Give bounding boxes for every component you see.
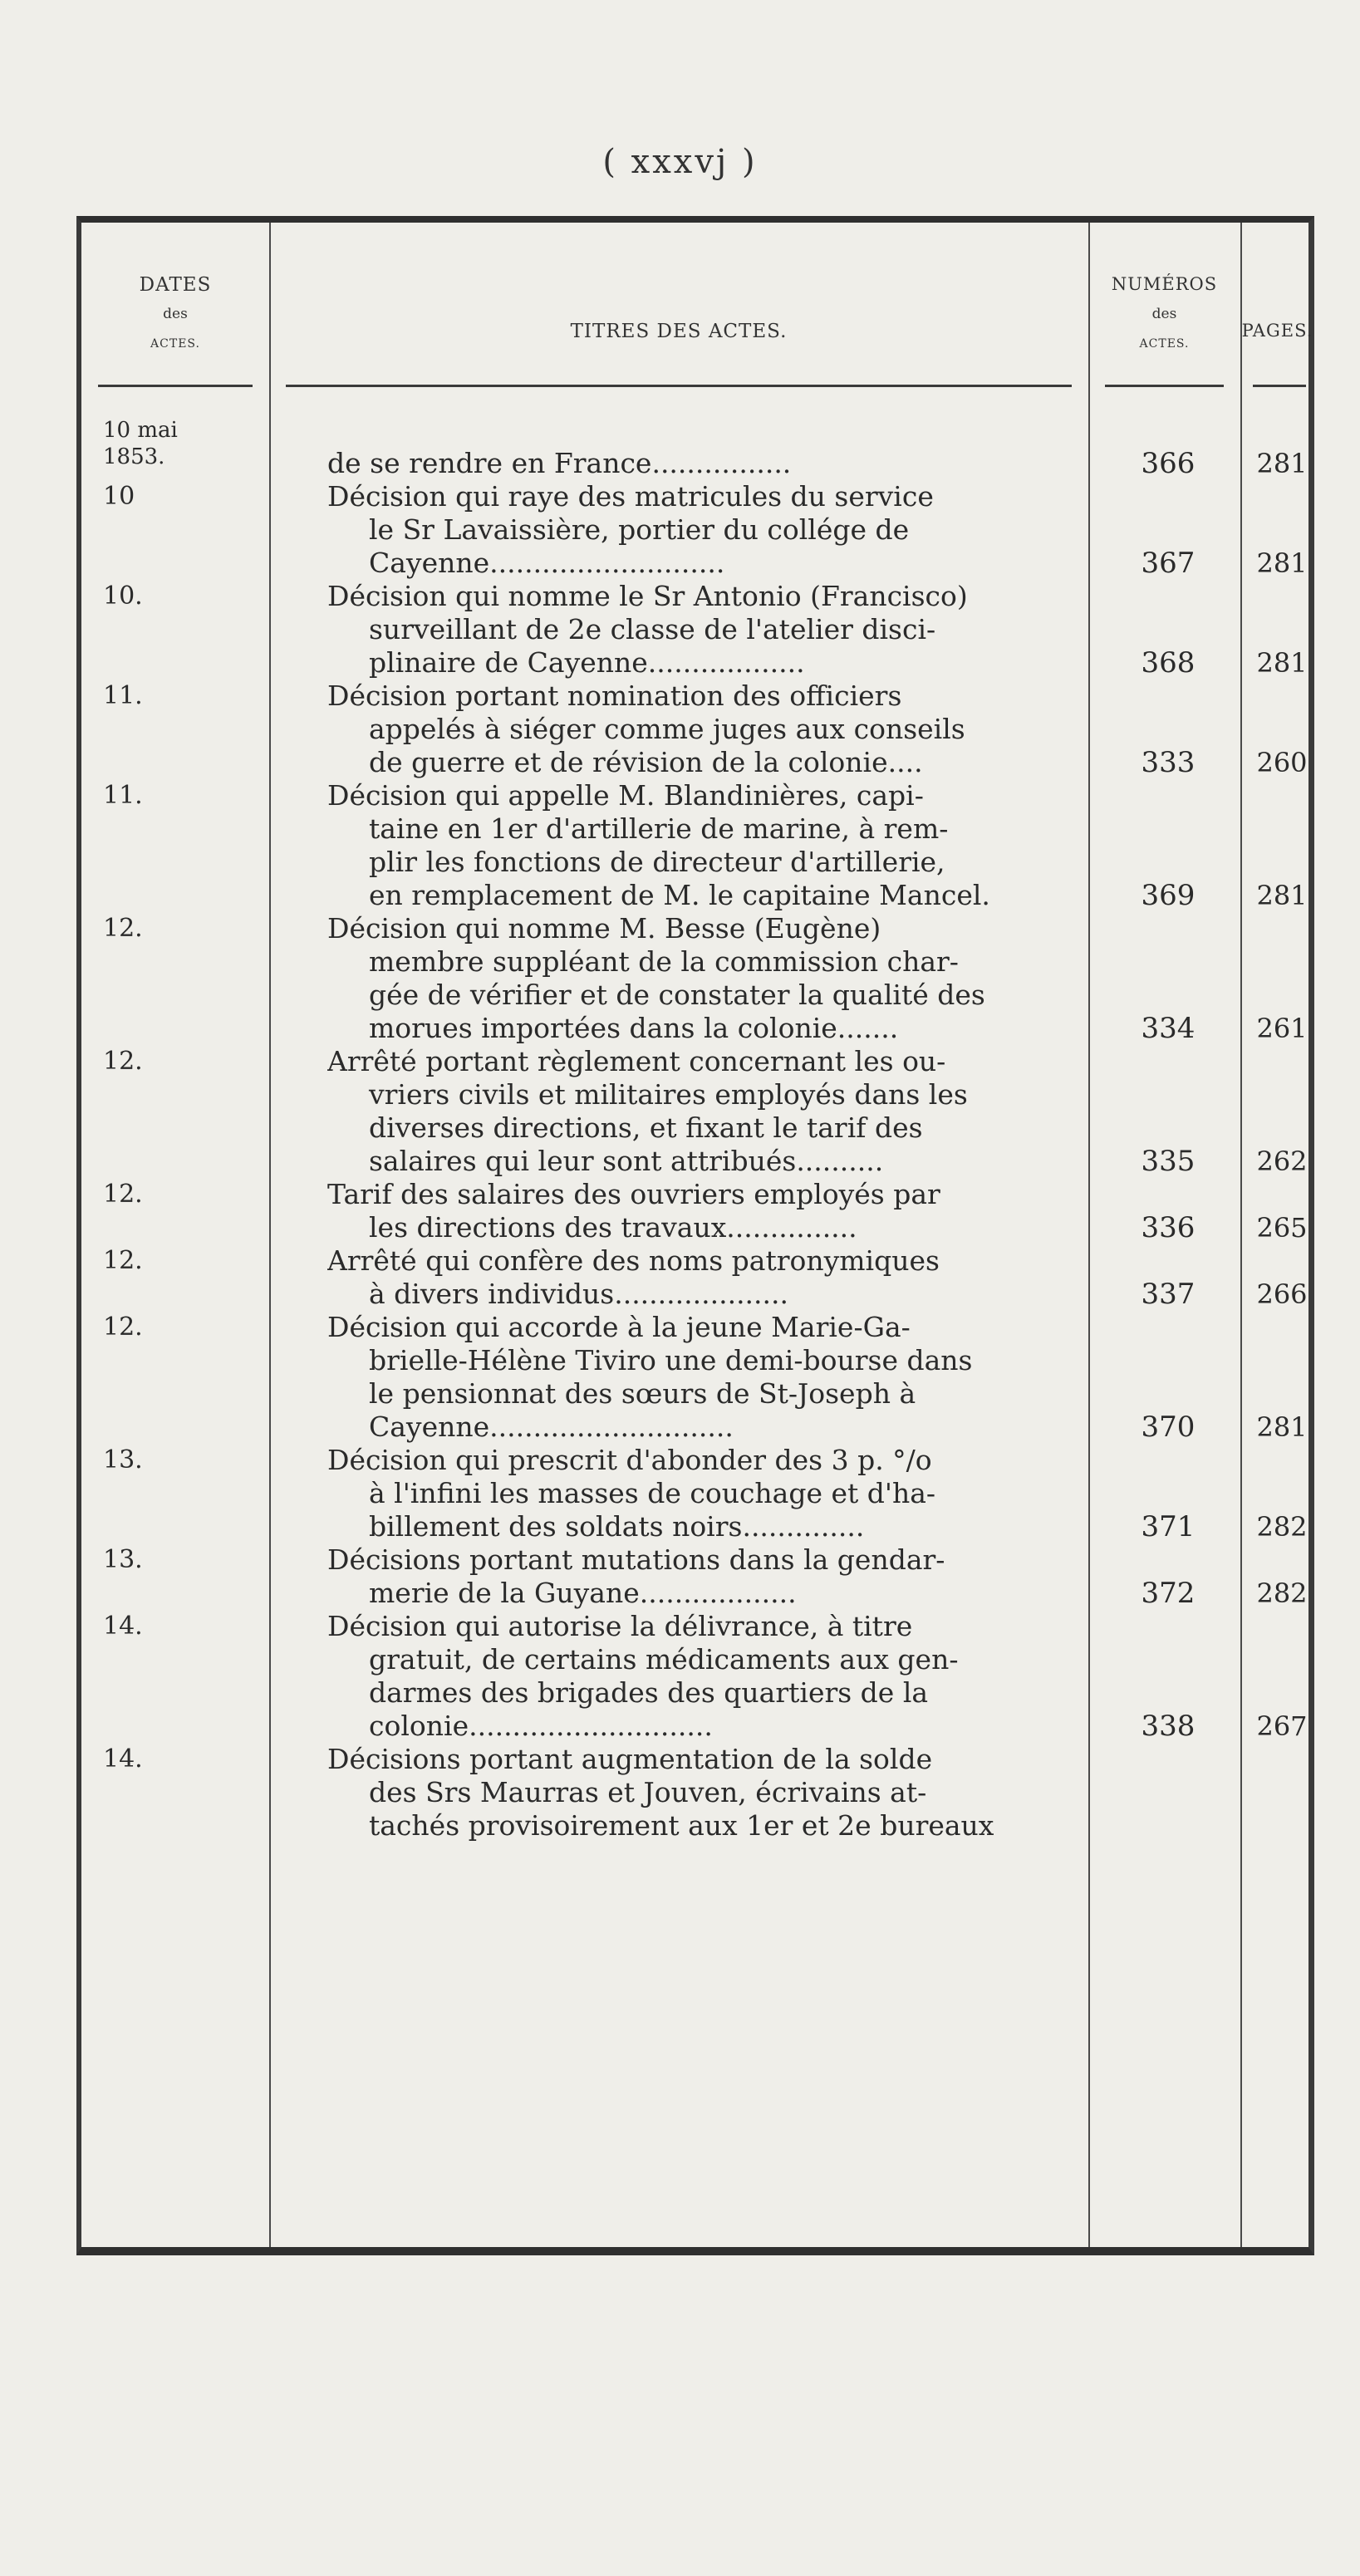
entry-page: 265	[1256, 1212, 1308, 1244]
header-rule-dates	[98, 385, 253, 387]
header-dates-actes: ACTES.	[150, 337, 200, 351]
entry-title: Décision qui raye des matricules du service le Sr Lavaissière, portier du collége de Cayenne...........................	[327, 480, 934, 579]
page-number: ( xxxvj )	[602, 143, 758, 181]
header-rule-titles	[286, 385, 1072, 387]
entry-number: 372	[1141, 1577, 1196, 1610]
entry-date: 12.	[103, 1180, 143, 1209]
entry-page: 281	[1256, 647, 1308, 679]
header-dates-des: des	[163, 306, 188, 322]
entry-date: 10.	[103, 581, 143, 611]
entry-title: Décision portant nomination des officiers appelés à siéger comme juges aux conseils de guerre et de révision de la colonie....	[327, 680, 965, 778]
entry-date: 11.	[103, 781, 143, 810]
entry-title: Décision qui accorde à la jeune Marie-Ga- brielle-Hélène Tiviro une demi-bourse dans le pensionnat des sœurs de St-Joseph à Cayenne............................	[327, 1311, 973, 1443]
header-rule-pages	[1253, 385, 1306, 387]
header-titles: TITRES DES ACTES.	[570, 321, 788, 342]
entry-title: de se rendre en France................	[327, 447, 792, 479]
entry-page: 282	[1256, 1577, 1308, 1609]
entry-page: 281	[1256, 448, 1308, 479]
entry-page: 267	[1256, 1710, 1308, 1742]
entry-title: Décisions portant augmentation de la solde des Srs Maurras et Jouven, écrivains at- tachés provisoirement aux 1er et 2e bureaux	[327, 1743, 994, 1842]
entry-title: Décision qui prescrit d'abonder des 3 p. °/o à l'infini les masses de couchage et d'ha- billement des soldats noirs..............	[327, 1444, 936, 1543]
entry-page: 262	[1256, 1146, 1308, 1177]
header-rule-numbers	[1105, 385, 1224, 387]
entry-title: Décisions portant mutations dans la gendar- merie de la Guyane..................	[327, 1543, 945, 1609]
entry-date: 10 mai 1853.	[103, 418, 178, 469]
header-numbers-des: des	[1151, 306, 1177, 322]
header-numbers: NUMÉROS	[1111, 274, 1218, 294]
entry-number: 334	[1141, 1012, 1196, 1045]
entry-page: 261	[1256, 1013, 1308, 1044]
entry-date: 13.	[103, 1445, 143, 1474]
entry-title: Arrêté portant règlement concernant les ou- vriers civils et militaires employés dans les diverses directions, et fixant le tarif des salaires qui leur sont attribués..........	[327, 1045, 968, 1177]
entry-page: 260	[1256, 747, 1308, 778]
header-pages: PAGES.	[1241, 321, 1313, 341]
header-dates: DATES	[139, 274, 212, 296]
entry-title: Décision qui appelle M. Blandinières, capi- taine en 1er d'artillerie de marine, à rem- plir les fonctions de directeur d'artillerie, en remplacement de M. le capitaine Mancel.	[327, 779, 990, 911]
header-numbers-actes: ACTES.	[1139, 337, 1190, 351]
entry-number: 335	[1141, 1145, 1196, 1178]
entry-page: 282	[1256, 1511, 1308, 1543]
column-divider-titles	[1088, 223, 1090, 2247]
entry-title: Arrêté qui confère des noms patronymiques à divers individus....................	[327, 1244, 940, 1310]
entry-page: 281	[1256, 1411, 1308, 1443]
entry-number: 337	[1141, 1278, 1196, 1311]
entry-number: 371	[1141, 1510, 1196, 1543]
entry-date: 14.	[103, 1744, 143, 1774]
entry-number: 336	[1141, 1211, 1196, 1244]
entry-date: 12.	[103, 1313, 143, 1342]
entry-date: 11.	[103, 681, 143, 710]
entry-title: Décision qui autorise la délivrance, à titre gratuit, de certains médicaments aux gen- darmes des brigades des quartiers de la colonie............................	[327, 1610, 959, 1742]
entry-number: 333	[1141, 746, 1196, 779]
index-table	[76, 216, 1314, 2255]
entry-date: 12.	[103, 1047, 143, 1076]
entry-page: 281	[1256, 880, 1308, 911]
entry-title: Décision qui nomme le Sr Antonio (Francisco) surveillant de 2e classe de l'atelier disci- plinaire de Cayenne..................	[327, 580, 968, 679]
entry-number: 367	[1141, 547, 1196, 580]
entry-number: 338	[1141, 1710, 1196, 1743]
entry-number: 368	[1141, 646, 1196, 680]
entry-date: 14.	[103, 1612, 143, 1641]
entry-date: 12.	[103, 914, 143, 943]
entry-title: Décision qui nomme M. Besse (Eugène) membre suppléant de la commission char- gée de vérifier et de constater la qualité des morues importées dans la colonie.......	[327, 912, 985, 1044]
entry-title: Tarif des salaires des ouvriers employés par les directions des travaux...............	[327, 1178, 940, 1244]
column-divider-dates	[269, 223, 271, 2247]
entry-number: 369	[1141, 879, 1196, 912]
entry-page: 266	[1256, 1278, 1308, 1310]
entry-page: 281	[1256, 547, 1308, 579]
entry-number: 366	[1141, 447, 1196, 480]
entry-number: 370	[1141, 1411, 1196, 1444]
entry-date: 13.	[103, 1545, 143, 1574]
entry-date: 10	[103, 482, 135, 511]
entry-date: 12.	[103, 1246, 143, 1275]
